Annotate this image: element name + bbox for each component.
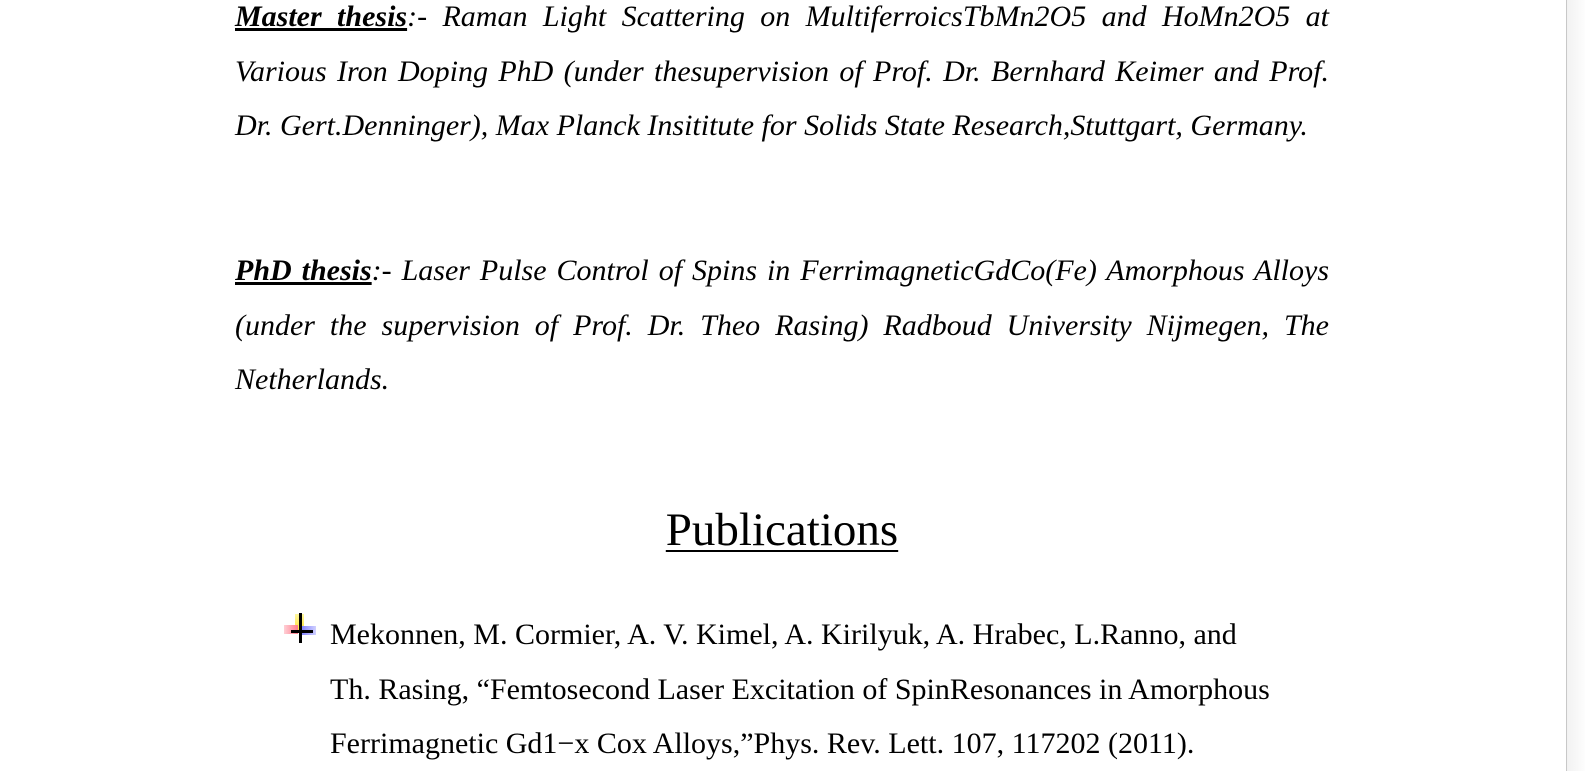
publication-line: Mekonnen, M. Cormier, A. V. Kimel, A. Kirilyuk, A. Hrabec, L.Ranno, and <box>330 618 1237 651</box>
master-thesis-separator: :- <box>407 0 443 33</box>
phd-thesis-text: Laser Pulse Control of Spins in FerrimagneticGdCo(Fe) Amorphous Alloys (under the supervision of Prof. Dr. Theo Rasing) Radboud University Nijmegen, The Netherlands. <box>235 254 1329 396</box>
master-thesis-text: Raman Light Scattering on MultiferroicsTbMn2O5 and HoMn2O5 at Various Iron Doping PhD (under thesupervision of Prof. Dr. Bernhard Keimer and Prof. Dr. Gert.Denninger), Max Planck Insititute for Solids State Research,Stuttgart, Germany. <box>235 0 1329 142</box>
publications-heading-text: Publications <box>665 504 899 556</box>
phd-thesis-label: PhD thesis <box>235 254 372 287</box>
phd-thesis-paragraph <box>235 244 1329 408</box>
publication-entry <box>330 608 1330 771</box>
publication-line: Th. Rasing, “Femtosecond Laser Excitation of SpinResonances in Amorphous <box>330 672 1270 706</box>
master-thesis-label: Master thesis <box>235 0 408 33</box>
colored-cross-bullet-icon <box>283 613 317 645</box>
publications-heading <box>0 500 1564 560</box>
phd-thesis-separator: :- <box>371 254 402 287</box>
publication-line: Ferrimagnetic Gd1−x Cox Alloys,”Phys. Rev. Lett. 107, 117202 (2011). <box>330 727 1195 760</box>
master-thesis-paragraph <box>235 0 1329 154</box>
page-margin-shadow <box>1567 0 1585 771</box>
